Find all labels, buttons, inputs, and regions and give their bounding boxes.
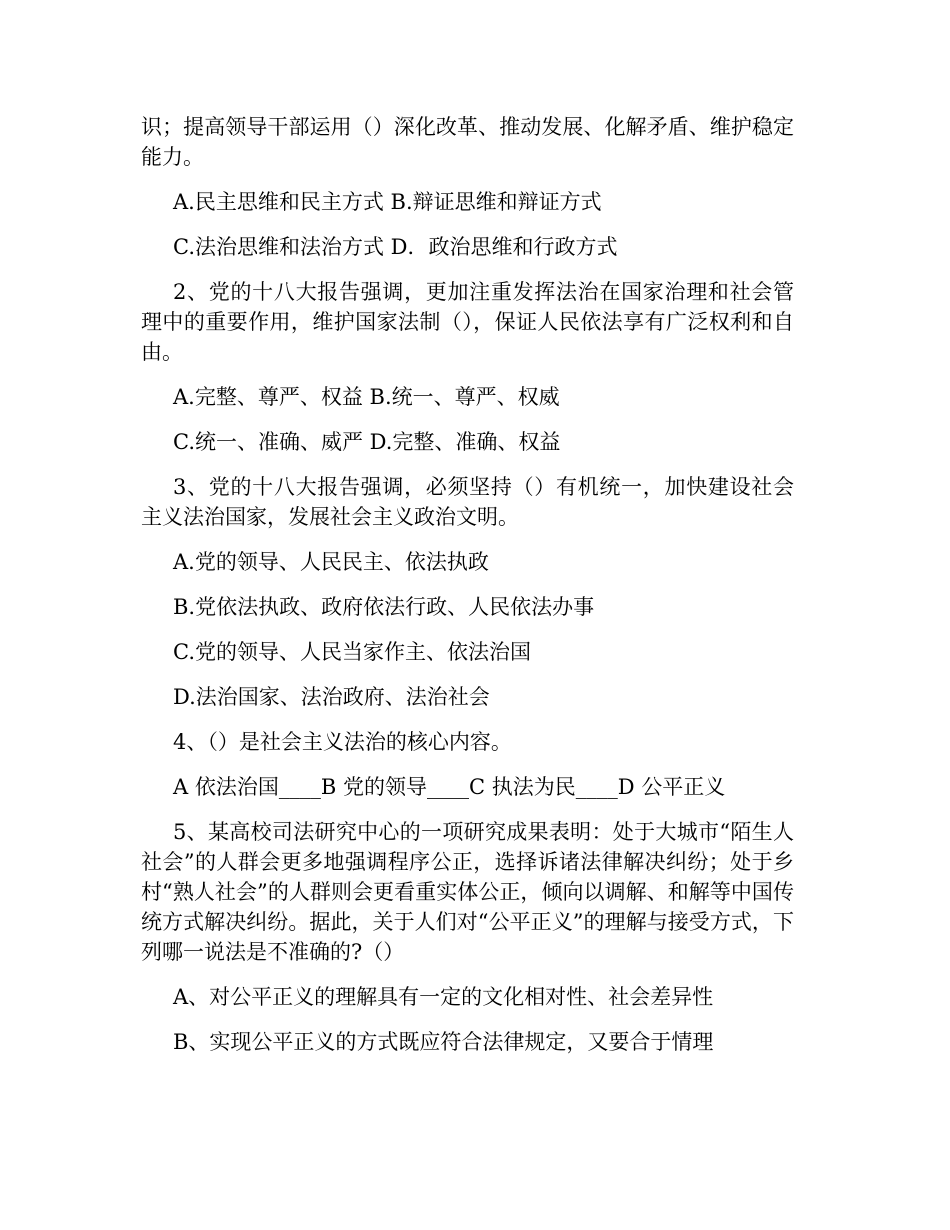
question-2-options-ab: A.完整、尊严、权益 B.统一、尊严、权威 bbox=[173, 385, 560, 409]
question-3-option-c: C.党的领导、人民当家作主、依法治国 bbox=[173, 640, 531, 664]
question-2-options-cd: C.统一、准确、威严 D.完整、准确、权益 bbox=[173, 430, 561, 454]
question-2-stem: 2、党的十八大报告强调，更加注重发挥法治在国家治理和社会管理中的重要作用，维护国家法制（），保证人民依法享有广泛权利和自由。 bbox=[141, 280, 794, 364]
question-3-option-b: B.党依法执政、政府依法行政、人民依法办事 bbox=[173, 595, 595, 619]
question-4-options: A 依法治国____B 党的领导____C 执法为民____D 公平正义 bbox=[173, 775, 726, 799]
question-3-stem: 3、党的十八大报告强调，必须坚持（）有机统一，加快建设社会主义法治国家，发展社会主义政治文明。 bbox=[141, 475, 794, 529]
question-3-option-a: A.党的领导、人民民主、依法执政 bbox=[173, 550, 489, 574]
question-5-stem: 5、某高校司法研究中心的一项研究成果表明：处于大城市“陌生人社会”的人群会更多地强调程序公正，选择诉诸法律解决纠纷；处于乡村“熟人社会”的人群则会更看重实体公正，倾向以调解、和解等中国传统方式解决纠纷。据此，关于人们对“公平正义”的理解与接受方式，下列哪一说法是不准确的?（） bbox=[141, 820, 794, 964]
question-1-options-cd: C.法治思维和法治方式 D．政治思维和行政方式 bbox=[173, 235, 618, 259]
document-body bbox=[141, 112, 794, 1057]
question-3-option-d: D.法治国家、法治政府、法治社会 bbox=[173, 685, 490, 709]
question-5-option-b: B、实现公平正义的方式既应符合法律规定，又要合于情理 bbox=[173, 1030, 714, 1054]
question-5-option-a: A、对公平正义的理解具有一定的文化相对性、社会差异性 bbox=[173, 985, 714, 1009]
question-1-stem-continuation: 识；提高领导干部运用（）深化改革、推动发展、化解矛盾、维护稳定能力。 bbox=[141, 115, 794, 169]
question-1-options-ab: A.民主思维和民主方式 B.辩证思维和辩证方式 bbox=[173, 190, 602, 214]
question-4-stem: 4、（）是社会主义法治的核心内容。 bbox=[173, 730, 512, 754]
